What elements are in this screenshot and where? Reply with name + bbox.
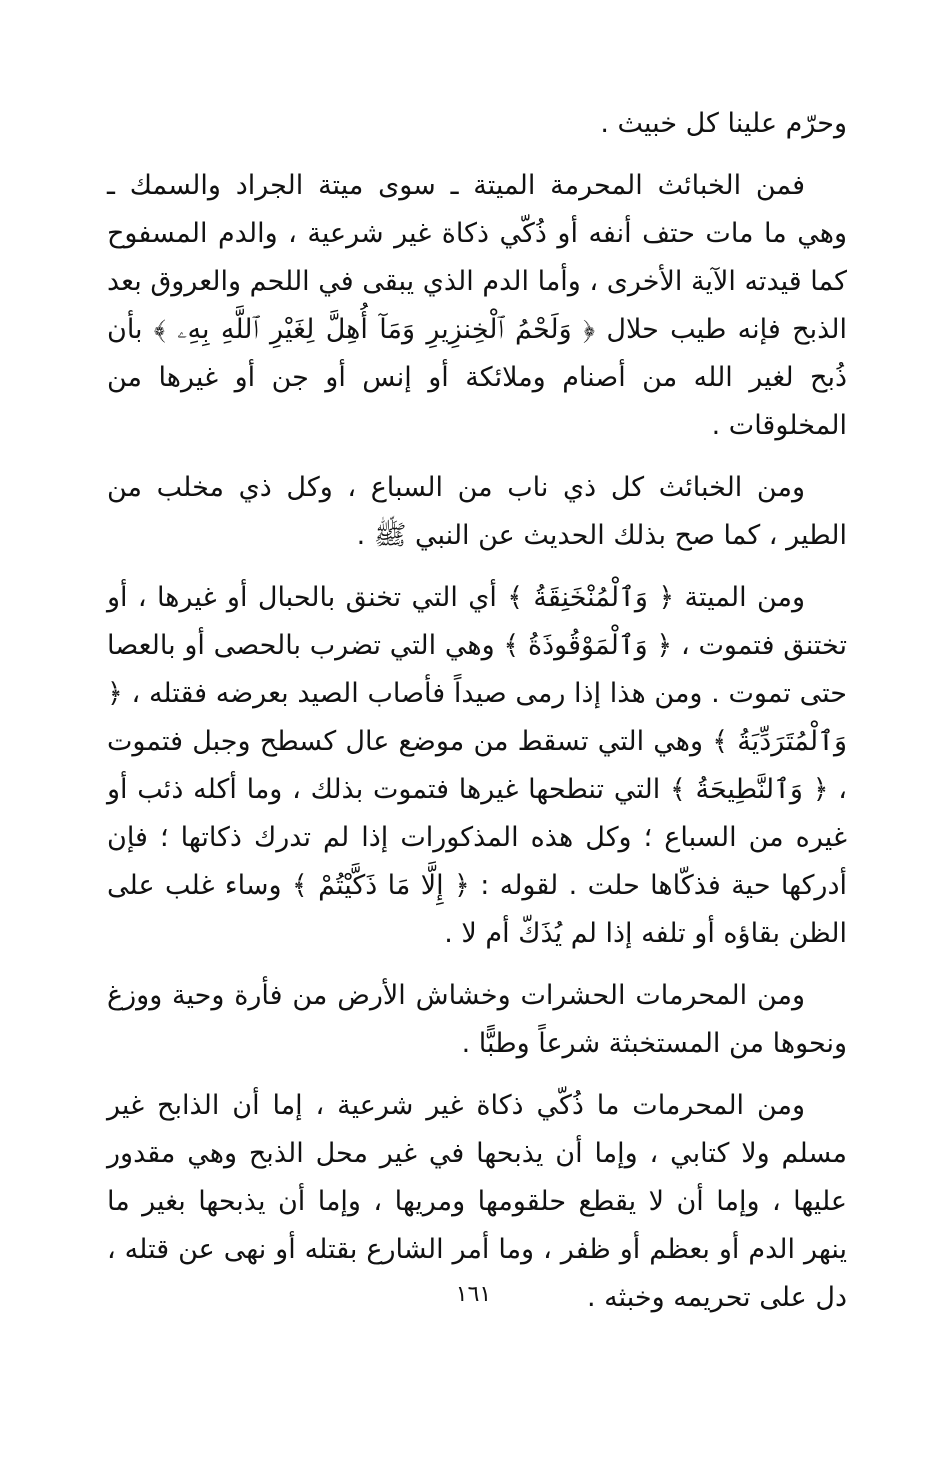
paragraph-3: ومن الخبائث كل ذي ناب من السباع ، وكل ذي مخلب من الطير ، كما صح بذلك الحديث عن النبي ﷺ . [107, 472, 847, 551]
page-number: ١٦١ [455, 1282, 492, 1307]
paragraph-6: ومن المحرمات ما ذُكّي ذكاة غير شرعية ، إما أن الذابح غير مسلم ولا كتابي ، وإما أن يذبحها في غير محل الذبح وهي مقدور عليها ، وإما أن لا يقطع حلقومها ومريها ، وإما أن يذبحها بغير ما ينهر الدم أو بعظم أو ظفر ، وما أمر الشارع بقتله أو نهى عن قتله ، دل على تحريمه وخبثه . [107, 1090, 847, 1313]
paragraph-2: فمن الخبائث المحرمة الميتة ـ سوى ميتة الجراد والسمك ـ وهي ما مات حتف أنفه أو ذُكّي ذكاة غير شرعية ، والدم المسفوح كما قيدته الآية الأخرى ، وأما الدم الذي يبقى في اللحم والعروق بعد الذبح فإنه طيب حلال ﴿ وَلَحْمُ ٱلْخِنزِيرِ وَمَآ أُهِلَّ لِغَيْرِ ٱللَّهِ بِهِۦ ﴾ بأن ذُبح لغير الله من أصنام وملائكة أو إنس أو جن أو غيرها من المخلوقات . [107, 170, 847, 441]
paragraph-5: ومن المحرمات الحشرات وخشاش الأرض من فأرة وحية ووزغ ونحوها من المستخبثة شرعاً وطبًّا . [107, 980, 847, 1059]
paragraph-4: ومن الميتة ﴿ وَٱلْمُنْخَنِقَةُ ﴾ أي التي تخنق بالحبال أو غيرها ، أو تختنق فتموت ، ﴿ وَٱلْمَوْقُوذَةُ ﴾ وهي التي تضرب بالحصى أو بالعصا حتى تموت . ومن هذا إذا رمى صيداً فأصاب الصيد بعرضه فقتله ، ﴿ وَٱلْمُتَرَدِّيَةُ ﴾ وهي التي تسقط من موضع عال كسطح وجبل فتموت ، ﴿ وَٱلنَّطِيحَةُ ﴾ التي تنطحها غيرها فتموت بذلك ، وما أكله ذئب أو غيره من السباع ؛ وكل هذه المذكورات إذا لم تدرك ذكاتها ؛ فإن أدركها حية فذكّاها حلت . لقوله : ﴿ إِلَّا مَا ذَكَّيْتُمْ ﴾ وساء غلب على الظن بقاؤه أو تلفه إذا لم يُذَكّ أم لا . [107, 582, 847, 949]
body-text [107, 100, 847, 1336]
paragraph-1: وحرّم علينا كل خبيث . [600, 108, 847, 139]
